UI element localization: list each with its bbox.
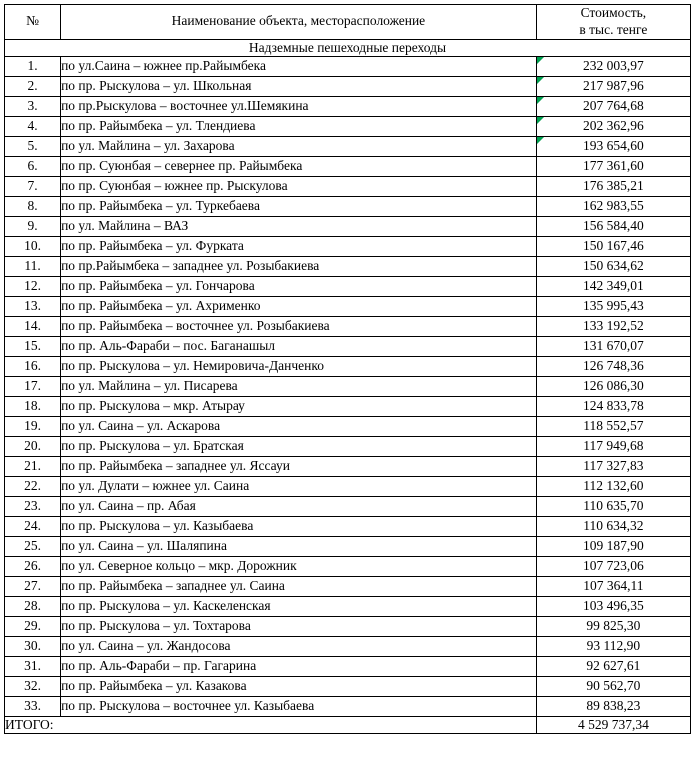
table-row	[5, 156, 691, 176]
row-cost-value: 126 748,36	[583, 358, 644, 374]
row-cost-value: 117 949,68	[583, 438, 644, 454]
row-object-name: по пр. Райымбека – ул. Тлендиева	[61, 116, 537, 136]
row-cost	[536, 336, 690, 356]
row-number: 21.	[5, 456, 61, 476]
table-row	[5, 556, 691, 576]
table-row	[5, 316, 691, 336]
table-row	[5, 416, 691, 436]
row-cost-value: 118 552,57	[583, 418, 644, 434]
row-object-name: по пр. Рыскулова – ул. Казыбаева	[61, 516, 537, 536]
row-object-name: по пр.Райымбека – западнее ул. Розыбакиева	[61, 256, 537, 276]
table-row	[5, 196, 691, 216]
row-object-name: по пр. Рыскулова – ул. Братская	[61, 436, 537, 456]
row-object-name: по ул. Майлина – ул. Захарова	[61, 136, 537, 156]
row-cost	[536, 256, 690, 276]
row-cost	[536, 56, 690, 76]
comment-marker-icon	[537, 97, 544, 104]
table-footer	[5, 716, 691, 733]
row-number: 5.	[5, 136, 61, 156]
row-cost	[536, 356, 690, 376]
table-row	[5, 636, 691, 656]
row-object-name: по пр.Рыскулова – восточнее ул.Шемякина	[61, 96, 537, 116]
row-number: 26.	[5, 556, 61, 576]
row-number: 11.	[5, 256, 61, 276]
row-object-name: по пр. Рыскулова – восточнее ул. Казыбаева	[61, 696, 537, 716]
row-number: 17.	[5, 376, 61, 396]
row-cost-value: 107 364,11	[583, 578, 644, 594]
row-object-name: по пр. Райымбека – восточнее ул. Розыбакиева	[61, 316, 537, 336]
row-object-name: по ул. Майлина – ВАЗ	[61, 216, 537, 236]
row-number: 29.	[5, 616, 61, 636]
row-cost-value: 156 584,40	[583, 218, 644, 234]
table-row	[5, 616, 691, 636]
table-header-row	[5, 5, 691, 40]
row-object-name: по пр. Райымбека – западнее ул. Яссауи	[61, 456, 537, 476]
row-cost	[536, 416, 690, 436]
row-object-name: по пр. Аль-Фараби – пр. Гагарина	[61, 656, 537, 676]
row-number: 2.	[5, 76, 61, 96]
row-cost-value: 193 654,60	[583, 138, 644, 154]
row-cost	[536, 596, 690, 616]
row-object-name: по ул. Саина – ул. Шаляпина	[61, 536, 537, 556]
section-title-row	[5, 39, 691, 56]
row-number: 28.	[5, 596, 61, 616]
row-cost	[536, 536, 690, 556]
row-cost-value: 112 132,60	[583, 478, 644, 494]
row-cost	[536, 436, 690, 456]
row-cost	[536, 296, 690, 316]
table-row	[5, 596, 691, 616]
row-object-name: по ул.Саина – южнее пр.Райымбека	[61, 56, 537, 76]
row-cost-value: 162 983,55	[583, 198, 644, 214]
row-cost-value: 92 627,61	[586, 658, 641, 674]
row-cost-value: 131 670,07	[583, 338, 644, 354]
column-header-cost-line1: Стоимость,	[580, 5, 647, 20]
comment-marker-icon	[537, 137, 544, 144]
row-cost	[536, 216, 690, 236]
table-row	[5, 436, 691, 456]
row-object-name: по пр. Рыскулова – ул. Школьная	[61, 76, 537, 96]
column-header-cost-line2: в тыс. тенге	[579, 21, 648, 37]
table-row	[5, 496, 691, 516]
table-row	[5, 116, 691, 136]
row-cost-value: 89 838,23	[586, 698, 641, 714]
row-object-name: по ул. Майлина – ул. Писарева	[61, 376, 537, 396]
row-number: 30.	[5, 636, 61, 656]
row-number: 27.	[5, 576, 61, 596]
total-value: 4 529 737,34	[536, 716, 690, 733]
row-cost-value: 99 825,30	[586, 618, 641, 634]
row-number: 33.	[5, 696, 61, 716]
row-cost-value: 109 187,90	[583, 538, 644, 554]
row-number: 16.	[5, 356, 61, 376]
row-cost	[536, 636, 690, 656]
table-row	[5, 176, 691, 196]
row-number: 10.	[5, 236, 61, 256]
row-cost	[536, 276, 690, 296]
table-row	[5, 476, 691, 496]
table-row	[5, 656, 691, 676]
row-number: 9.	[5, 216, 61, 236]
row-cost-value: 176 385,21	[583, 178, 644, 194]
row-number: 3.	[5, 96, 61, 116]
table-row	[5, 516, 691, 536]
row-number: 8.	[5, 196, 61, 216]
row-object-name: по ул. Саина – ул. Жандосова	[61, 636, 537, 656]
objects-cost-table	[4, 4, 691, 734]
table-row	[5, 696, 691, 716]
row-object-name: по пр. Райымбека – ул. Гончарова	[61, 276, 537, 296]
table-row	[5, 576, 691, 596]
row-cost	[536, 676, 690, 696]
row-cost	[536, 576, 690, 596]
row-object-name: по пр. Суюнбая – севернее пр. Райымбека	[61, 156, 537, 176]
row-cost	[536, 656, 690, 676]
row-cost	[536, 96, 690, 116]
row-number: 25.	[5, 536, 61, 556]
row-number: 6.	[5, 156, 61, 176]
row-cost-value: 232 003,97	[583, 58, 644, 74]
row-object-name: по ул. Дулати – южнее ул. Саина	[61, 476, 537, 496]
row-object-name: по ул. Северное кольцо – мкр. Дорожник	[61, 556, 537, 576]
row-cost	[536, 476, 690, 496]
comment-marker-icon	[537, 117, 544, 124]
row-cost	[536, 136, 690, 156]
table-row	[5, 56, 691, 76]
row-object-name: по ул. Саина – ул. Аскарова	[61, 416, 537, 436]
row-cost-value: 93 112,90	[586, 638, 641, 654]
row-cost-value: 110 634,32	[583, 518, 644, 534]
table-row	[5, 96, 691, 116]
row-cost	[536, 616, 690, 636]
row-cost	[536, 196, 690, 216]
row-cost-value: 207 764,68	[583, 98, 644, 114]
table-header	[5, 5, 691, 40]
row-object-name: по пр. Райымбека – ул. Фурката	[61, 236, 537, 256]
column-header-number: №	[5, 5, 61, 40]
row-object-name: по пр. Рыскулова – ул. Тохтарова	[61, 616, 537, 636]
row-cost	[536, 496, 690, 516]
row-object-name: по пр. Райымбека – ул. Туркебаева	[61, 196, 537, 216]
table-row	[5, 216, 691, 236]
row-number: 22.	[5, 476, 61, 496]
row-cost-value: 110 635,70	[583, 498, 644, 514]
row-cost-value: 124 833,78	[583, 398, 644, 414]
row-object-name: по ул. Саина – пр. Абая	[61, 496, 537, 516]
column-header-cost	[536, 5, 690, 40]
row-cost	[536, 396, 690, 416]
row-cost	[536, 116, 690, 136]
row-cost	[536, 236, 690, 256]
row-number: 20.	[5, 436, 61, 456]
row-number: 23.	[5, 496, 61, 516]
row-cost-value: 142 349,01	[583, 278, 644, 294]
row-object-name: по пр. Райымбека – ул. Казакова	[61, 676, 537, 696]
row-object-name: по пр. Суюнбая – южнее пр. Рыскулова	[61, 176, 537, 196]
table-row	[5, 536, 691, 556]
comment-marker-icon	[537, 57, 544, 64]
row-object-name: по пр. Райымбека – западнее ул. Саина	[61, 576, 537, 596]
column-header-object-name: Наименование объекта, месторасположение	[61, 5, 537, 40]
table-body	[5, 39, 691, 716]
table-row	[5, 296, 691, 316]
row-cost-value: 90 562,70	[586, 678, 641, 694]
row-object-name: по пр. Рыскулова – ул. Каскеленская	[61, 596, 537, 616]
row-object-name: по пр. Рыскулова – мкр. Атырау	[61, 396, 537, 416]
row-number: 14.	[5, 316, 61, 336]
table-row	[5, 336, 691, 356]
row-cost	[536, 696, 690, 716]
row-cost-value: 107 723,06	[583, 558, 644, 574]
row-cost-value: 126 086,30	[583, 378, 644, 394]
row-number: 24.	[5, 516, 61, 536]
row-number: 12.	[5, 276, 61, 296]
table-row	[5, 456, 691, 476]
row-cost-value: 133 192,52	[583, 318, 644, 334]
table-row	[5, 396, 691, 416]
row-cost-value: 150 167,46	[583, 238, 644, 254]
row-number: 31.	[5, 656, 61, 676]
row-number: 18.	[5, 396, 61, 416]
row-cost	[536, 376, 690, 396]
row-cost	[536, 76, 690, 96]
section-title: Надземные пешеходные переходы	[5, 39, 691, 56]
row-cost-value: 150 634,62	[583, 258, 644, 274]
row-number: 13.	[5, 296, 61, 316]
row-cost-value: 202 362,96	[583, 118, 644, 134]
row-number: 19.	[5, 416, 61, 436]
row-cost	[536, 316, 690, 336]
row-object-name: по пр. Рыскулова – ул. Немировича-Данченко	[61, 356, 537, 376]
total-label: ИТОГО:	[5, 716, 537, 733]
row-cost	[536, 156, 690, 176]
row-cost	[536, 176, 690, 196]
row-cost	[536, 556, 690, 576]
row-object-name: по пр. Аль-Фараби – пос. Баганашыл	[61, 336, 537, 356]
row-cost-value: 217 987,96	[583, 78, 644, 94]
row-number: 15.	[5, 336, 61, 356]
row-cost-value: 117 327,83	[583, 458, 644, 474]
row-cost-value: 103 496,35	[583, 598, 644, 614]
row-cost	[536, 456, 690, 476]
table-row	[5, 256, 691, 276]
row-cost-value: 177 361,60	[583, 158, 644, 174]
row-object-name: по пр. Райымбека – ул. Ахрименко	[61, 296, 537, 316]
table-row	[5, 276, 691, 296]
row-number: 7.	[5, 176, 61, 196]
row-number: 4.	[5, 116, 61, 136]
row-number: 32.	[5, 676, 61, 696]
table-row	[5, 676, 691, 696]
row-number: 1.	[5, 56, 61, 76]
table-row	[5, 376, 691, 396]
row-cost	[536, 516, 690, 536]
row-cost-value: 135 995,43	[583, 298, 644, 314]
comment-marker-icon	[537, 77, 544, 84]
table-row	[5, 236, 691, 256]
table-row	[5, 356, 691, 376]
table-row	[5, 76, 691, 96]
total-row	[5, 716, 691, 733]
table-row	[5, 136, 691, 156]
